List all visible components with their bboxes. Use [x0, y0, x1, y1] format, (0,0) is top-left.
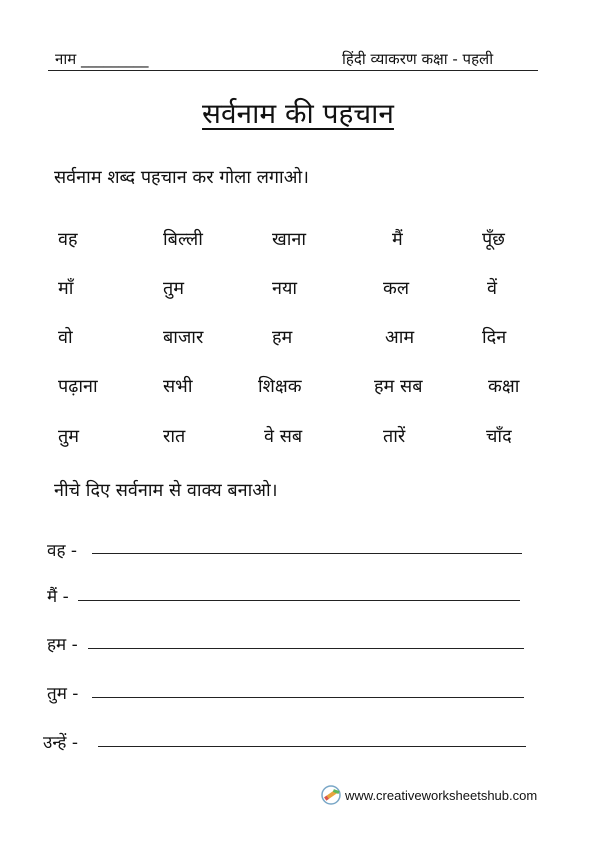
header-divider [48, 70, 538, 71]
grid-word: चाँद [486, 426, 512, 447]
writing-line[interactable] [92, 697, 524, 698]
writing-line[interactable] [88, 648, 524, 649]
grid-word: हम सब [374, 376, 423, 397]
grid-word: नया [272, 278, 298, 299]
grid-word: पढ़ाना [58, 376, 98, 397]
writing-line[interactable] [92, 553, 522, 554]
pencil-logo-icon [320, 784, 342, 806]
writing-line[interactable] [78, 600, 520, 601]
grid-word: वे सब [264, 426, 303, 447]
instruction-circle-pronouns: सर्वनाम शब्द पहचान कर गोला लगाओ। [54, 167, 309, 188]
subject-class-label: हिंदी व्याकरण कक्षा - पहली [342, 50, 494, 68]
grid-word: पूँछ [482, 229, 505, 250]
sentence-line-label: वह - [47, 541, 78, 561]
grid-word: मैं [392, 229, 403, 250]
grid-word: बाजार [163, 327, 204, 348]
sentence-line-label: उन्हें - [43, 733, 78, 753]
grid-word: कल [383, 278, 410, 299]
sentence-line-label: मैं - [47, 587, 69, 607]
grid-word: हम [272, 327, 293, 348]
grid-word: दिन [482, 327, 507, 348]
sentence-line-label: तुम - [47, 684, 79, 704]
grid-word: बिल्ली [163, 229, 203, 250]
grid-word: रात [163, 426, 186, 447]
instruction-make-sentences: नीचे दिए सर्वनाम से वाक्य बनाओ। [54, 480, 278, 501]
grid-word: कक्षा [488, 376, 520, 397]
grid-word: तारें [383, 426, 406, 447]
grid-word: वें [487, 278, 498, 299]
grid-word: तुम [163, 278, 185, 299]
grid-word: आम [385, 327, 415, 348]
grid-word: वह [58, 229, 78, 250]
name-field-label: नाम _________ [55, 50, 149, 68]
worksheet-title: सर्वनाम की पहचान [202, 97, 394, 130]
grid-word: माँ [58, 278, 74, 299]
grid-word: वो [58, 327, 73, 348]
writing-line[interactable] [98, 746, 526, 747]
grid-word: तुम [58, 426, 80, 447]
grid-word: शिक्षक [258, 376, 302, 397]
website-link[interactable]: www.creativeworksheetshub.com [345, 788, 538, 803]
grid-word: खाना [272, 229, 307, 250]
grid-word: सभी [163, 376, 193, 397]
sentence-line-label: हम - [47, 635, 78, 655]
